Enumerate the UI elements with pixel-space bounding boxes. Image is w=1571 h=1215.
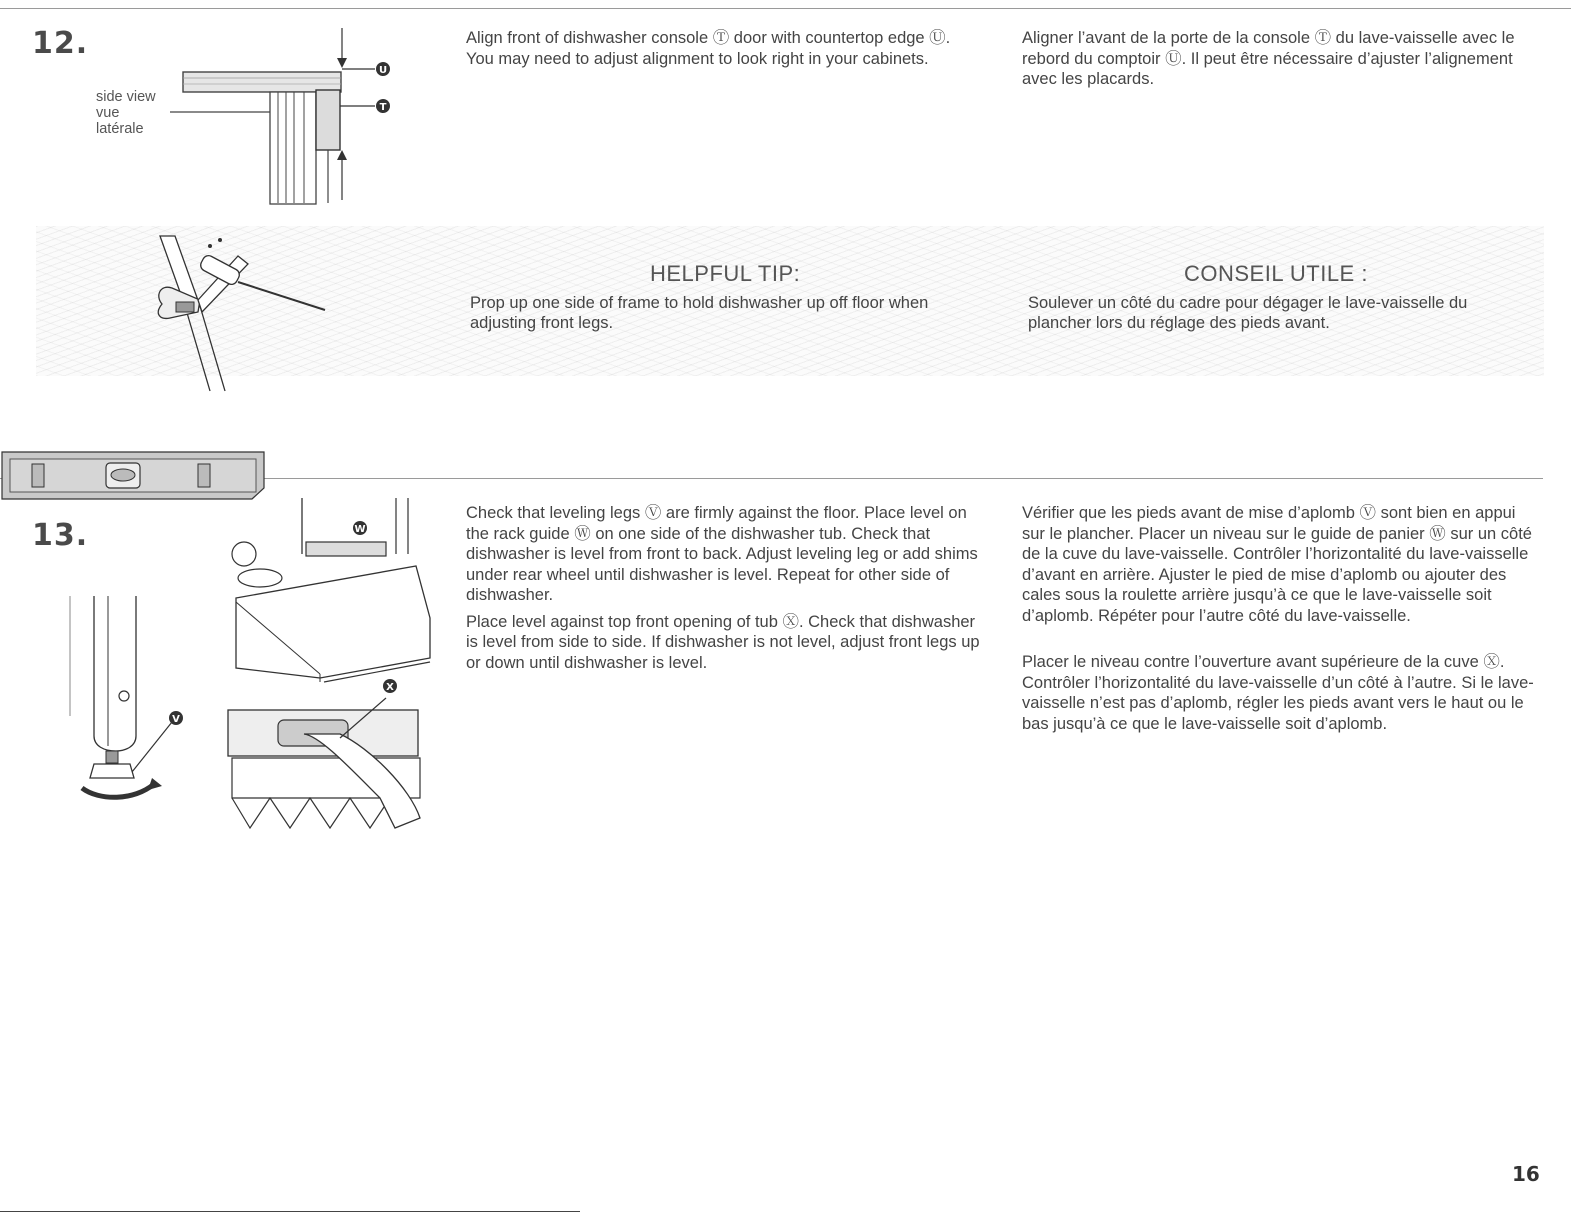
countertop-side-view-illustration bbox=[170, 28, 410, 203]
helpful-tip-text-fr: Soulever un côté du cadre pour dégager le lave-vaisselle du plancher lors du réglage des pieds avant. bbox=[1028, 294, 1468, 332]
level-tool-graphic bbox=[2, 452, 272, 500]
helpful-tip-title-en: HELPFUL TIP: bbox=[650, 261, 801, 286]
side-view-label-en: side view bbox=[96, 89, 156, 105]
step-12-paragraph-en: Align front of dishwasher console Ⓣ door with countertop edge Ⓤ. You may need to adjust alignment to look right in your cabinets. bbox=[466, 29, 951, 68]
step-13-text-fr bbox=[1022, 503, 1540, 740]
step-13-paragraph-en-1: Check that leveling legs Ⓥ are firmly against the floor. Place level on the rack guide Ⓦ on one side of the dishwasher tub. Check that dishwasher is level from front to back. Adjust leveling leg or add shims under rear wheel until dishwasher is level. Repeat for other side of dishwasher. bbox=[466, 504, 978, 604]
step-12-paragraph-fr: Aligner l’avant de la porte de la console Ⓣ du lave-vaisselle avec le rebord du comptoir Ⓤ. Il peut être nécessaire d’ajuster l’alignement avec les placards. bbox=[1022, 29, 1515, 88]
step-12-number: 12. bbox=[32, 26, 89, 61]
step-13-number: 13. bbox=[32, 518, 89, 553]
step-13-paragraph-fr-1: Vérifier que les pieds avant de mise d’aplomb Ⓥ sont bien en appui sur le plancher. Placer un niveau sur le guide de panier Ⓦ sur un côté de la cuve du lave-vaisselle. Contrôler l’horizontalité du lave-vaisselle d’avant en arrière. Ajuster le pied de mise d’aplomb ou ajouter des cales sous la roulette arrière jusqu’à ce que le lave-vaisselle soit d’aplomb. Répéter pour l’autre côté du lave-vaisselle. bbox=[1022, 504, 1532, 625]
callout-t-label: T bbox=[379, 102, 387, 113]
side-view-label-fr-1: vue bbox=[96, 105, 120, 121]
step-13-paragraph-en-2: Place level against top front opening of tub Ⓧ. Check that dishwasher is level from side to side. If dishwasher is not level, adjust front legs up or down until dishwasher is level. bbox=[466, 612, 980, 672]
step-12-text-en bbox=[466, 28, 976, 75]
helpful-tip-title-fr: CONSEIL UTILE : bbox=[1184, 261, 1368, 286]
top-rule bbox=[0, 8, 1571, 9]
callout-v-label: V bbox=[172, 714, 180, 725]
helpful-tip-text-en: Prop up one side of frame to hold dishwasher up off floor when adjusting front legs. bbox=[470, 294, 929, 332]
bottom-rule bbox=[0, 1211, 580, 1212]
step-12-text-fr bbox=[1022, 28, 1540, 96]
callout-x-label: X bbox=[386, 682, 394, 693]
side-view-label-fr-2: latérale bbox=[96, 121, 144, 137]
wrench-leg-illustration bbox=[140, 226, 340, 396]
callout-w-label: W bbox=[354, 524, 366, 535]
page-number: 16 bbox=[1512, 1162, 1540, 1186]
rack-guide-level-illustration bbox=[220, 498, 436, 838]
step-13-paragraph-fr-2: Placer le niveau contre l’ouverture avant supérieure de la cuve Ⓧ. Contrôler l’horizontalité du lave-vaisselle d’un côté à l’autre. Si le lave-vaisselle n’est pas d’aplomb, régler les pieds avant vers le haut ou le bas jusqu’à ce que le lave-vaisselle soit d’aplomb. bbox=[1022, 653, 1534, 733]
step-13-text-en bbox=[466, 503, 982, 679]
callout-u-label: U bbox=[378, 65, 388, 76]
side-view-label bbox=[96, 89, 156, 137]
leveling-leg-illustration bbox=[64, 596, 194, 806]
